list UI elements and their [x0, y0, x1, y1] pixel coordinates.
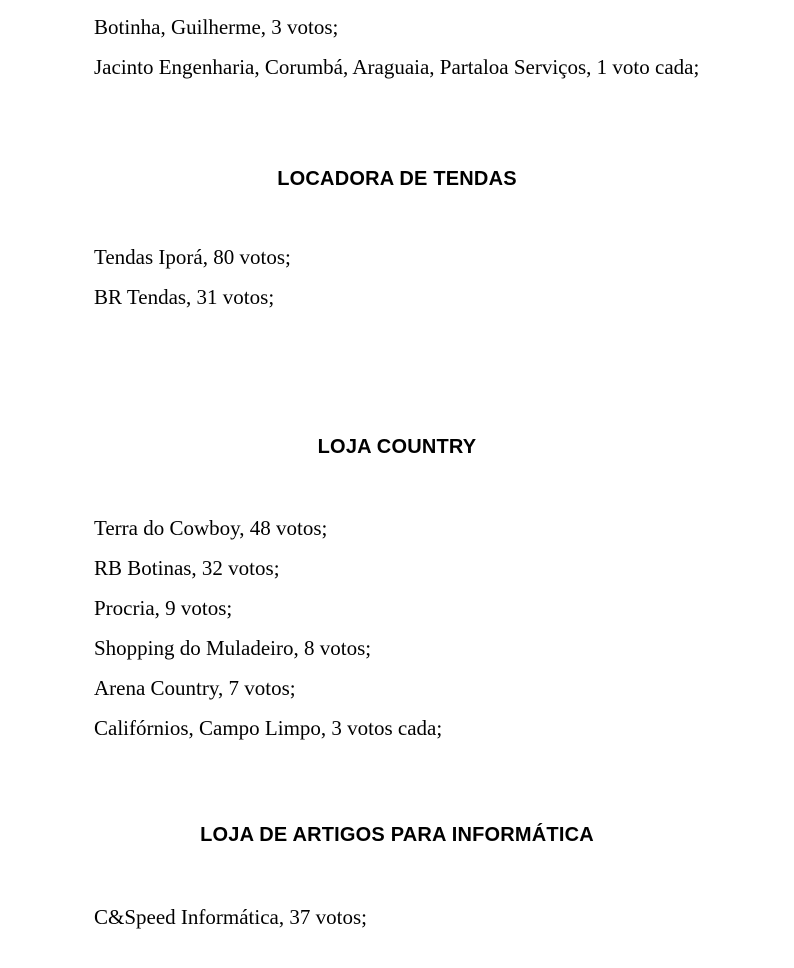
- vote-entry: Arena Country, 7 votos;: [94, 676, 296, 700]
- section-heading-loja-de-artigos-para-informatica: LOJA DE ARTIGOS PARA INFORMÁTICA: [200, 824, 594, 846]
- vote-entry: C&Speed Informática, 37 votos;: [94, 905, 367, 929]
- vote-entry: RB Botinas, 32 votos;: [94, 556, 280, 580]
- vote-entry: Terra do Cowboy, 48 votos;: [94, 516, 328, 540]
- section-heading-loja-country: LOJA COUNTRY: [317, 436, 477, 458]
- vote-entry: Shopping do Muladeiro, 8 votos;: [94, 636, 372, 660]
- vote-entry: Califórnios, Campo Limpo, 3 votos cada;: [94, 716, 443, 740]
- vote-entry: Jacinto Engenharia, Corumbá, Araguaia, Partaloa Serviços, 1 voto cada;: [94, 55, 700, 79]
- vote-entry: Procria, 9 votos;: [94, 596, 233, 620]
- vote-entry: BR Tendas, 31 votos;: [94, 285, 275, 309]
- section-heading-locadora-de-tendas: LOCADORA DE TENDAS: [277, 168, 517, 190]
- vote-entry: Botinha, Guilherme, 3 votos;: [94, 15, 339, 39]
- vote-entry: Tendas Iporá, 80 votos;: [94, 245, 291, 269]
